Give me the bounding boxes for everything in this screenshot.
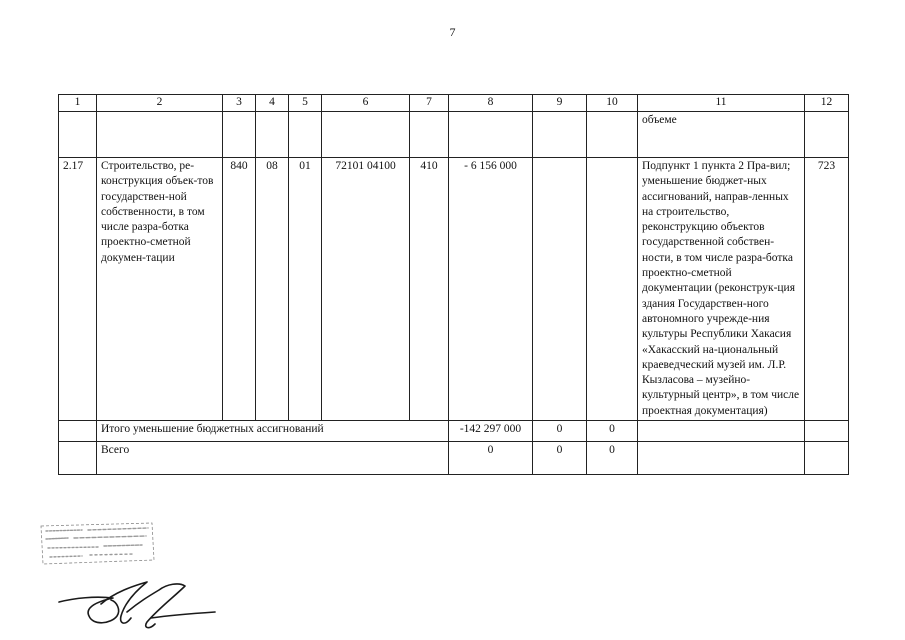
- total-col-8: -142 297 000: [449, 421, 533, 442]
- column-header: 6: [322, 95, 410, 112]
- grand-col-8: 0: [449, 442, 533, 475]
- col-10-value: [587, 158, 638, 421]
- signature-icon: [55, 572, 220, 634]
- continuation-text: объеме: [638, 112, 805, 158]
- column-header: 8: [449, 95, 533, 112]
- column-header: 10: [587, 95, 638, 112]
- column-header: 11: [638, 95, 805, 112]
- table-row-continuation: [59, 112, 849, 158]
- table-row-total: [59, 421, 849, 442]
- column-header: 3: [223, 95, 256, 112]
- grand-col-10: 0: [587, 442, 638, 475]
- table-cell: [59, 421, 97, 442]
- page-number: 7: [449, 25, 456, 39]
- column-header: 4: [256, 95, 289, 112]
- col-8-value: - 6 156 000: [449, 158, 533, 421]
- row-number: 2.17: [59, 158, 97, 421]
- col-6-value: 72101 04100: [322, 158, 410, 421]
- table-cell: [533, 112, 587, 158]
- table-cell: [587, 112, 638, 158]
- table-cell: [59, 112, 97, 158]
- table-cell: [805, 112, 849, 158]
- table-cell: [805, 421, 849, 442]
- col-7-value: 410: [410, 158, 449, 421]
- approval-stamp-icon: [38, 520, 156, 570]
- table-row-2-17: [59, 158, 849, 421]
- table-cell: [410, 112, 449, 158]
- col-5-value: 01: [289, 158, 322, 421]
- column-header: 2: [97, 95, 223, 112]
- col-12-value: 723: [805, 158, 849, 421]
- total-col-9: 0: [533, 421, 587, 442]
- column-header: 1: [59, 95, 97, 112]
- column-header: 12: [805, 95, 849, 112]
- col-4-value: 08: [256, 158, 289, 421]
- table-cell: [223, 112, 256, 158]
- budget-table: [58, 94, 849, 475]
- column-header: 5: [289, 95, 322, 112]
- col-9-value: [533, 158, 587, 421]
- table-cell: [638, 421, 805, 442]
- table-cell: [97, 112, 223, 158]
- col-3-value: 840: [223, 158, 256, 421]
- grand-total-label: Всего: [97, 442, 449, 475]
- column-header: 7: [410, 95, 449, 112]
- total-label: Итого уменьшение бюджетных ассигнований: [97, 421, 449, 442]
- table-row-grand-total: [59, 442, 849, 475]
- table-header-row: [59, 95, 849, 112]
- table-cell: [289, 112, 322, 158]
- table-cell: [638, 442, 805, 475]
- column-header: 9: [533, 95, 587, 112]
- grand-col-9: 0: [533, 442, 587, 475]
- row-name: Строительство, ре-конструкция объек-тов государствен-ной собственности, в том числе разра-ботка проектно-сметной докумен-тации: [97, 158, 223, 421]
- col-11-description: Подпункт 1 пункта 2 Пра-вил; уменьшение бюджет-ных ассигнований, направ-ленных на строительство, реконструкцию объектов государственной собствен-ности, в том числе разра-ботка проектно-сметной документации (реконструк-ция здания Государствен-ного автономного учрежде-ния культуры Республики Хакасия «Хакасский на-циональный краеведческий музей им. Л.Р. Кызласова – музейно-культурный центр», в том числе проектная документация): [638, 158, 805, 421]
- table-cell: [59, 442, 97, 475]
- total-col-10: 0: [587, 421, 638, 442]
- table-cell: [322, 112, 410, 158]
- table-cell: [449, 112, 533, 158]
- table-cell: [805, 442, 849, 475]
- table-cell: [256, 112, 289, 158]
